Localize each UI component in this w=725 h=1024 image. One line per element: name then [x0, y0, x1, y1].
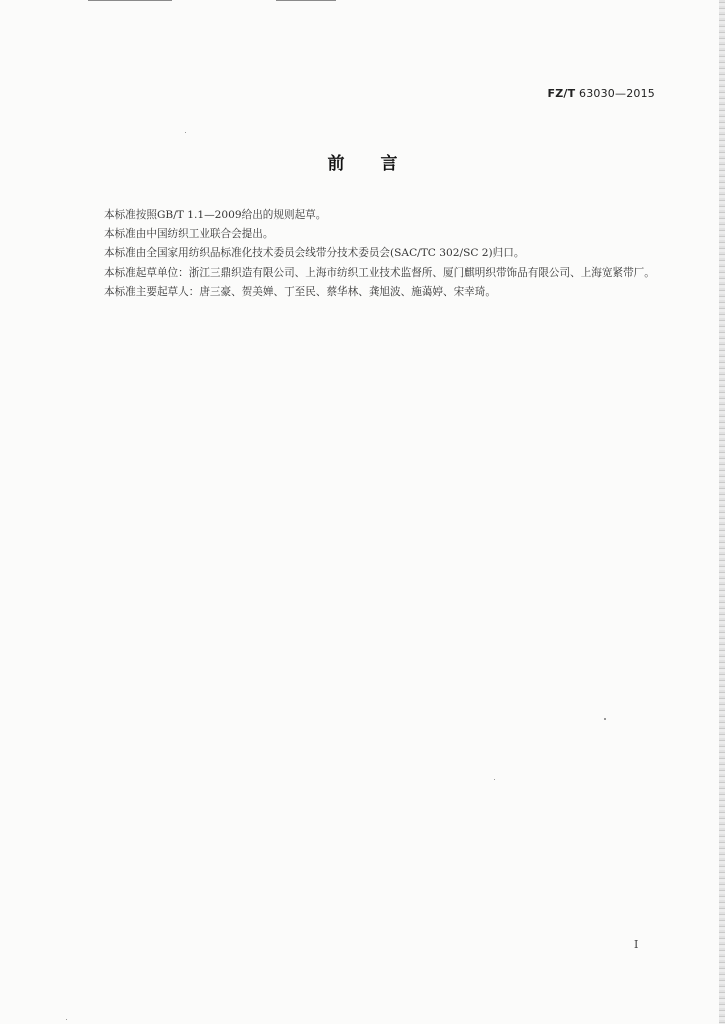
- scan-speck: [185, 132, 186, 133]
- foreword-paragraph-committee: 本标准由全国家用纺织品标准化技术委员会线带分技术委员会(SAC/TC 302/SC 2)归口。: [104, 247, 525, 260]
- foreword-paragraph-drafting-units: 本标准起草单位：浙江三鼎织造有限公司、上海市纺织工业技术监督所、厦门麒明织带饰品有限公司、上海宽紧带厂。: [104, 266, 655, 279]
- scan-speck: [494, 779, 495, 780]
- scan-speck: [604, 718, 606, 720]
- document-code-number: 63030—2015: [579, 87, 655, 100]
- foreword-paragraph-drafting-rules: 本标准按照GB/T 1.1—2009给出的规则起草。: [104, 209, 327, 221]
- scan-speck: [66, 1019, 67, 1020]
- scan-artifact-line: [276, 0, 336, 1]
- foreword-paragraph-proposer: 本标准由中国纺织工业联合会提出。: [104, 228, 274, 241]
- document-code-prefix: FZ/T: [547, 87, 576, 100]
- scan-artifact-line: [88, 0, 172, 1]
- foreword-body: [83, 206, 659, 302]
- page-title: 前言: [327, 154, 434, 174]
- page-number: I: [634, 938, 639, 951]
- document-code: [547, 87, 655, 100]
- foreword-paragraph-drafters: 本标准主要起草人：唐三豪、贺美婵、丁至民、蔡华林、龚旭波、施蔼婷、宋幸琦。: [104, 285, 496, 298]
